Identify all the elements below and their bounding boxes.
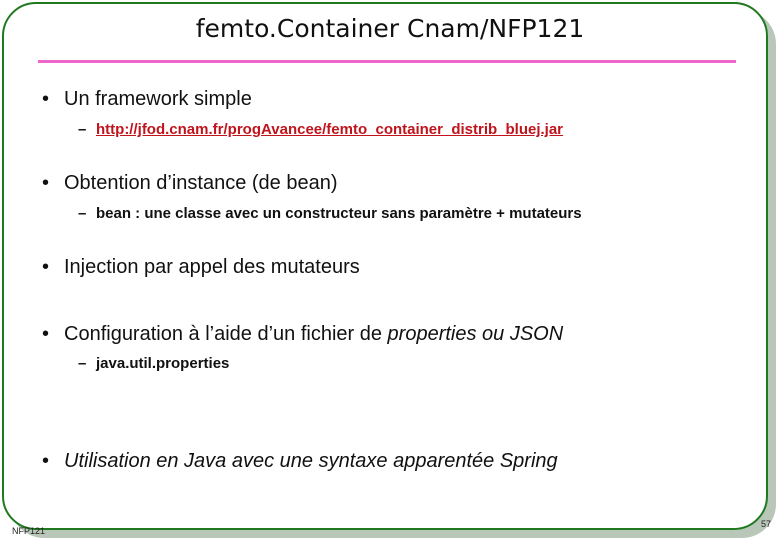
footer-course-label: NFP121 [12, 526, 46, 536]
dash-icon: – [78, 355, 87, 372]
bullet-dot-icon: • [42, 450, 50, 472]
subitem-text: bean : une classe avec un constructeur sans paramètre + mutateurs [96, 205, 582, 222]
bullet-bean [42, 172, 338, 195]
slide-title: femto.Container Cnam/NFP121 [195, 14, 585, 43]
bullet-text-italic: properties ou JSON [387, 323, 564, 345]
subitem-bean [78, 205, 582, 222]
subitem-text: java.util.properties [96, 355, 230, 372]
subitem-properties [78, 355, 229, 372]
bullet-text: Un framework simple [64, 88, 252, 110]
bullet-dot-icon: • [42, 323, 50, 345]
bullet-spring [42, 450, 558, 473]
bullet-text: Configuration à l’aide d’un fichier de [64, 323, 388, 345]
bullet-injection [42, 256, 360, 279]
dash-icon: – [78, 205, 87, 222]
bullet-framework [42, 88, 252, 111]
title-underline [38, 60, 736, 63]
bullet-text: Injection par appel des mutateurs [64, 256, 360, 278]
subitem-link [78, 121, 563, 138]
download-link[interactable]: http://jfod.cnam.fr/progAvancee/femto_container_distrib_bluej.jar [96, 121, 564, 138]
bullet-dot-icon: • [42, 172, 50, 194]
bullet-text: Obtention d’instance (de bean) [64, 172, 338, 194]
bullet-dot-icon: • [42, 88, 50, 110]
bullet-dot-icon: • [42, 256, 50, 278]
bullet-configuration [42, 323, 563, 346]
dash-icon: – [78, 121, 87, 138]
page-number: 57 [761, 519, 772, 529]
bullet-text-italic: Utilisation en Java avec une syntaxe apparentée Spring [64, 450, 558, 472]
